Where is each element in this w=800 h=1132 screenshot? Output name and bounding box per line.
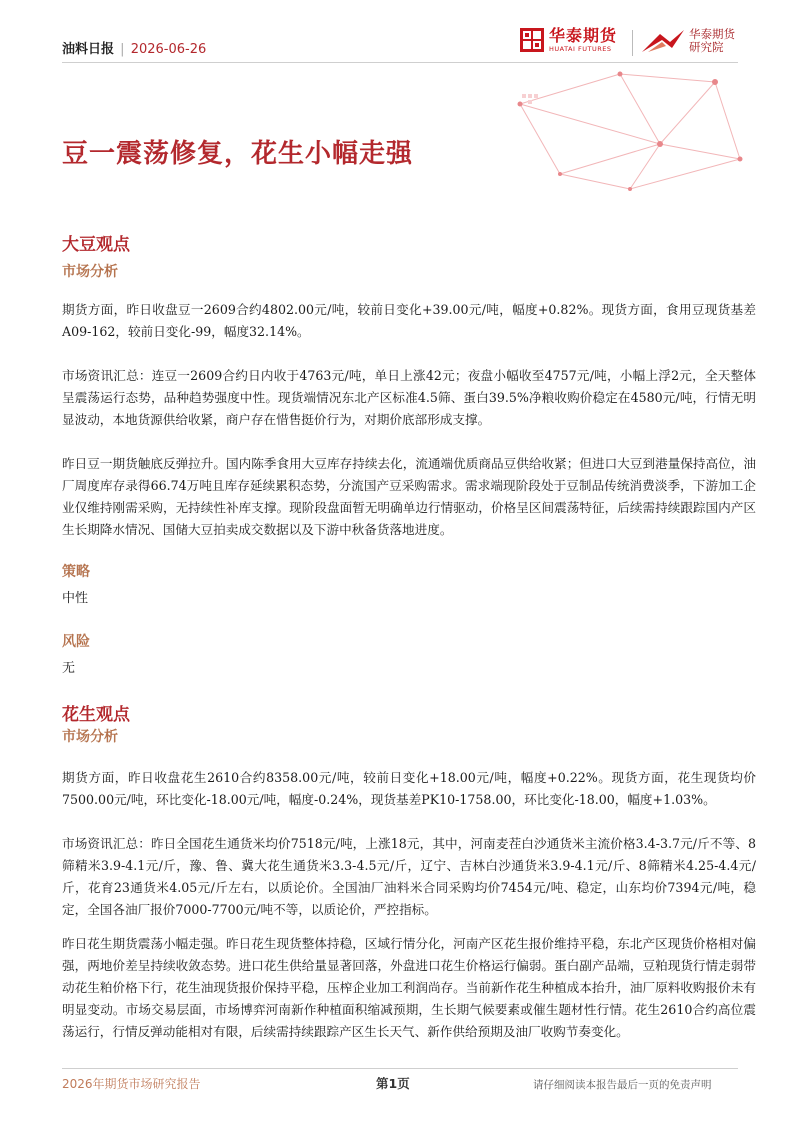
soybean-paragraph-outlook: 昨日豆一期货触底反弹拉升。国内陈季食用大豆库存持续去化，流通端优质商品豆供给收紧；但进口大豆到港量保持高位，油厂周度库存录得66.74万吨且库存延续累积态势，分流国产豆采购需求。需求端现阶段处于豆制品传统消费淡季，下游加工企业仅维持刚需采购，无持续性补库支撑。现阶段盘面暂无明确单边行情驱动，价格呈区间震荡特征，后续需持续跟踪国内产区生长期降水情况、国储大豆拍卖成交数据以及下游中秋备货落地进度。 bbox=[62, 456, 756, 537]
soybean-market-analysis-heading: 市场分析 bbox=[62, 264, 118, 280]
report-date: 2026-06-26 bbox=[130, 42, 207, 57]
soybean-section-heading: 大豆观点 bbox=[62, 235, 130, 255]
soybean-paragraph-futures: 期货方面，昨日收盘豆一2609合约4802.00元/吨，较前日变化+39.00元/吨，幅度+0.82%。现货方面，食用豆现货基差A09-162，较前日变化-99，幅度32.14%。 bbox=[62, 302, 756, 339]
report-type: 油料日报 bbox=[62, 42, 115, 57]
huatai-logo-icon bbox=[520, 28, 544, 52]
soybean-strategy-value: 中性 bbox=[62, 591, 89, 606]
huatai-futures-logo bbox=[520, 28, 617, 53]
peanut-market-analysis-heading: 市场分析 bbox=[62, 729, 118, 745]
soybean-strategy-heading: 策略 bbox=[62, 564, 90, 580]
institute-name-line2: 研究院 bbox=[689, 40, 724, 55]
footer-page-number: 第1页 bbox=[376, 1076, 410, 1091]
brand-name-en: HUATAI FUTURES bbox=[549, 45, 612, 53]
footer-report-series: 2026年期货市场研究报告 bbox=[62, 1077, 201, 1091]
brand-name-cn: 华泰期货 bbox=[549, 26, 618, 45]
research-institute-logo bbox=[640, 28, 735, 54]
logo-divider bbox=[632, 30, 633, 56]
institute-swoosh-icon bbox=[640, 28, 686, 54]
report-title: 豆一震荡修复，花生小幅走强 bbox=[62, 139, 414, 169]
decorative-network-graphic bbox=[500, 64, 750, 194]
header-divider bbox=[62, 62, 738, 63]
header-separator: | bbox=[120, 42, 125, 57]
soybean-risk-value: 无 bbox=[62, 661, 76, 676]
soybean-paragraph-news: 市场资讯汇总：连豆一2609合约日内收于4763元/吨，单日上涨42元；夜盘小幅收至4757元/吨，小幅上浮2元，全天整体呈震荡运行态势，品种趋势强度中性。现货端情况东北产区标准4.5筛、蛋白39.5%净粮收购价稳定在4580元/吨，行情无明显波动，本地货源供给收紧，商户存在惜售挺价行为，对期价底部形成支撑。 bbox=[62, 368, 756, 427]
peanut-section-heading: 花生观点 bbox=[62, 705, 130, 725]
report-header bbox=[62, 38, 206, 57]
institute-name-line1: 华泰期货 bbox=[689, 27, 735, 41]
footer-divider bbox=[62, 1068, 738, 1069]
peanut-paragraph-futures: 期货方面，昨日收盘花生2610合约8358.00元/吨，较前日变化+18.00元/吨，幅度+0.22%。现货方面，花生现货均价7500.00元/吨，环比变化-18.00元/吨，幅度-0.24%，现货基差PK10-1758.00，环比变化-18.00，幅度+1.03%。 bbox=[62, 770, 756, 807]
footer-disclaimer-note: 请仔细阅读本报告最后一页的免责声明 bbox=[533, 1079, 712, 1091]
soybean-risk-heading: 风险 bbox=[62, 634, 90, 650]
peanut-paragraph-outlook: 昨日花生期货震荡小幅走强。昨日花生现货整体持稳，区域行情分化，河南产区花生报价维持平稳，东北产区现货价格相对偏强，两地价差呈持续收敛态势。进口花生供给量显著回落，外盘进口花生价格运行偏弱。蛋白副产品端，豆粕现货行情走弱带动花生粕价格下行，花生油现货报价保持平稳，压榨企业加工利润尚存。当前新作花生种植成本抬升，油厂原料收购报价未有明显变动。市场交易层面，市场博弈河南新作种植面积缩减预期，生长期气候要素或催生题材性行情。花生2610合约高位震荡运行，行情反弹动能相对有限，后续需持续跟踪产区生长天气、新作供给预期及油厂收购节奏变化。 bbox=[62, 936, 756, 1039]
peanut-paragraph-news: 市场资讯汇总：昨日全国花生通货米均价7518元/吨，上涨18元，其中，河南麦茬白沙通货米主流价格3.4-3.7元/斤不等、8筛精米3.9-4.1元/斤，豫、鲁、冀大花生通货米3.3-4.5元/斤，辽宁、吉林白沙通货米3.9-4.1元/斤、8筛精米4.25-4.4元/斤，花育23通货米4.05元/斤左右，以质论价。全国油厂油料米合同采购均价7454元/吨、稳定，山东均价7394元/吨，稳定，全国各油厂报价7000-7700元/吨不等，以质论价，严控指标。 bbox=[62, 836, 756, 917]
